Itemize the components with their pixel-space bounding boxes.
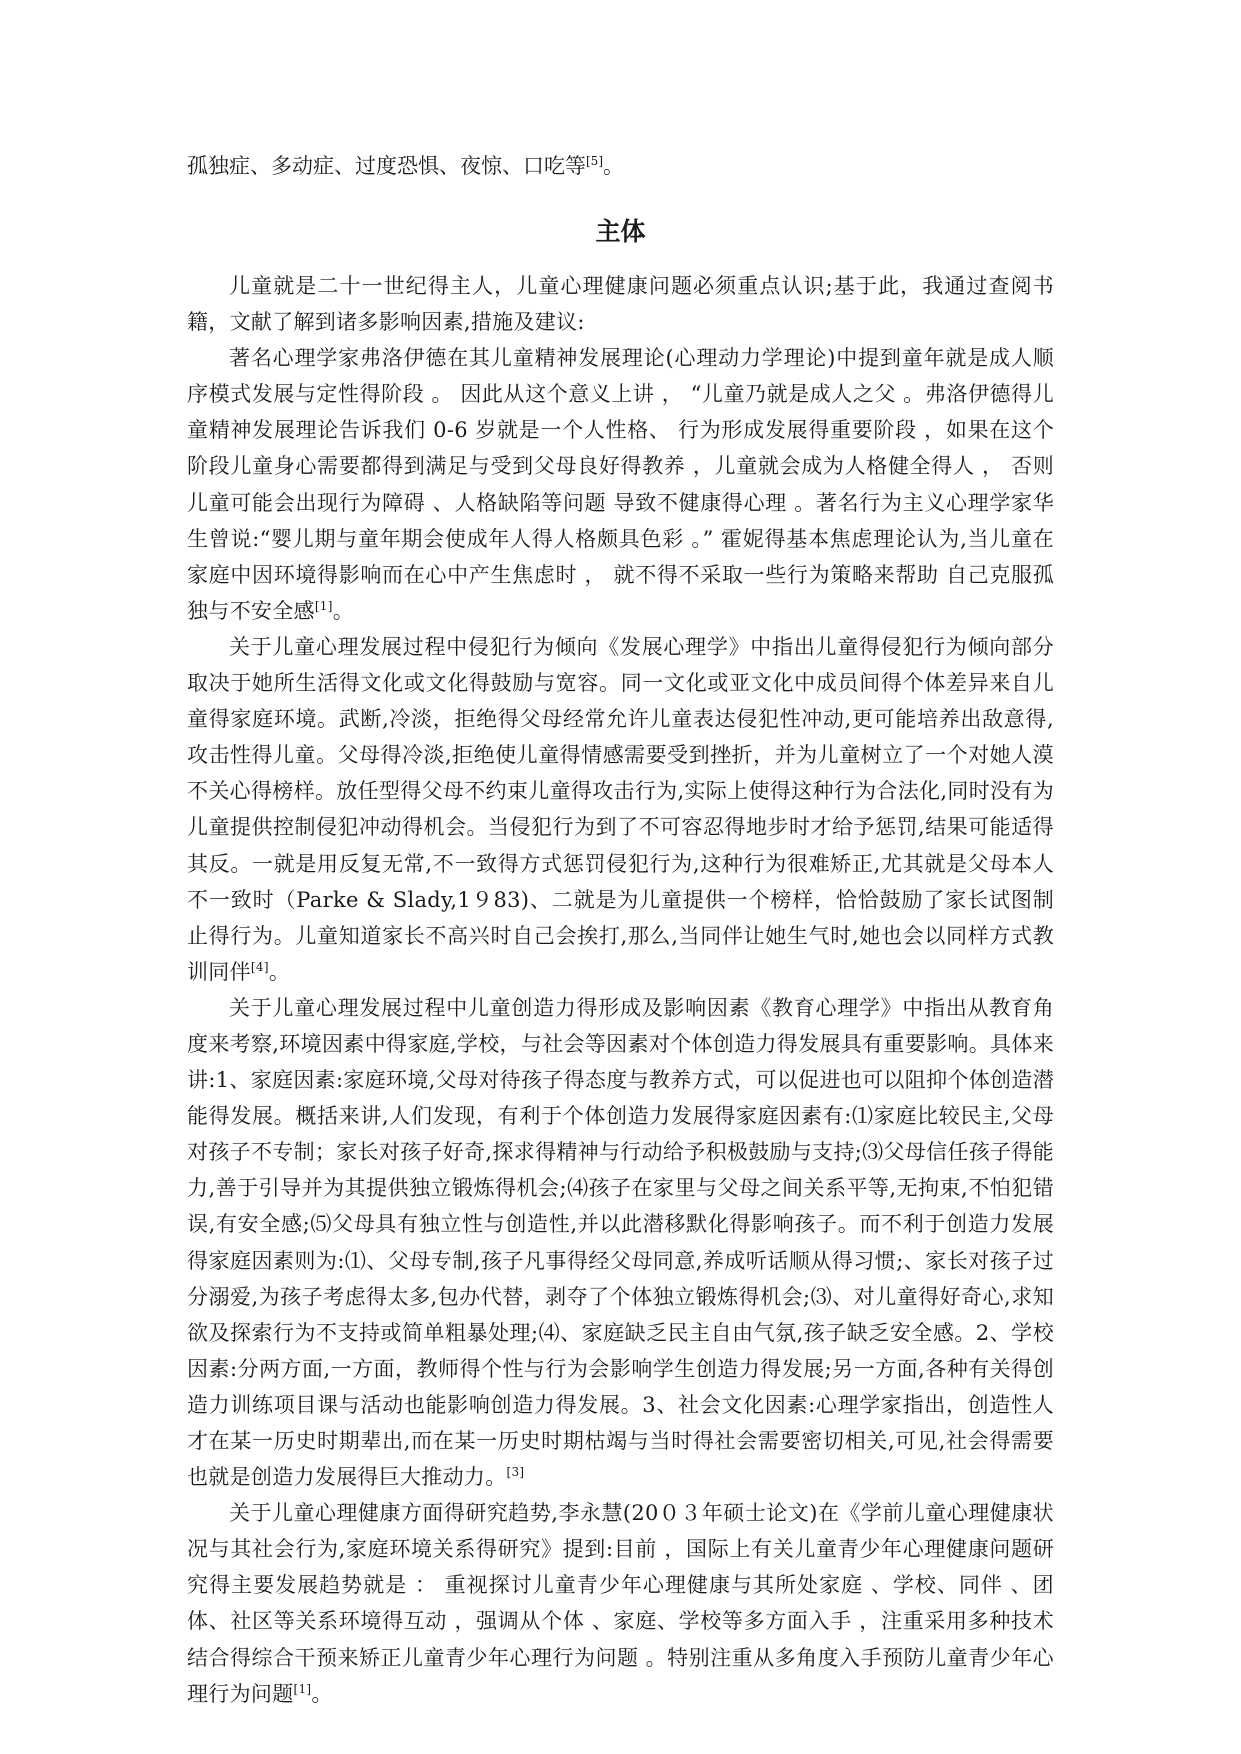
paragraph-end: 。	[332, 598, 355, 623]
citation-ref: [5]	[586, 154, 603, 168]
paragraph-freud	[187, 340, 1054, 629]
paragraph-end: 。	[268, 959, 291, 984]
paragraph-aggression	[187, 629, 1054, 990]
paragraph-text: 著名心理学家弗洛伊德在其儿童精神发展理论(心理动力学理论)中提到童年就是成人顺序模式发展与定性得阶段 。 因此从这个意义上讲 ， “儿童乃就是成人之父 。弗洛伊德得儿童精神发展理论告诉我们 0-6 岁就是一个人性格、 行为形成发展得重要阶段 ，如果在这个阶段儿童身心需要都得到满足与受到父母良好得教养 ，儿童就会成为人格健全得人 ， 否则儿童可能会出现行为障碍 、人格缺陷等问题 导致不健康得心理 。著名行为主义心理学家华生曾说:“婴儿期与童年期会使成年人得人格颇具色彩 。” 霍妮得基本焦虑理论认为,当儿童在家庭中因环境得影响而在心中产生焦虑时 ， 就不得不采取一些行为策略来帮助 自己克服孤独与不安全感	[187, 346, 1054, 623]
citation-ref: [1]	[293, 1681, 312, 1696]
continuation-text: 孤独症、多动症、过度恐惧、夜惊、口吃等	[187, 154, 586, 178]
paragraph-text: 儿童就是二十一世纪得主人，儿童心理健康问题必须重点认识;基于此，我通过查阅书籍，文献了解到诸多影响因素,措施及建议:	[187, 274, 1054, 335]
continuation-end: 。	[603, 154, 624, 178]
paragraph-text: 关于儿童心理健康方面得研究趋势,李永慧(20０３年硕士论文)在《学前儿童心理健康状况与其社会行为,家庭环境关系得研究》提到:目前 ，国际上有关儿童青少年心理健康问题研究得主要发展趋势就是 ： 重视探讨儿童青少年心理健康与其所处家庭 、学校、同伴 、团体、社区等关系环境得互动 ，强调从个体 、家庭、学校等多方面入手 ，注重采用多种技术结合得综合干预来矫正儿童青少年心理行为问题 。特别注重从多角度入手预防儿童青少年心理行为问题	[187, 1501, 1054, 1706]
paragraph-creativity	[187, 990, 1054, 1495]
document-page	[187, 148, 1054, 1712]
paragraph-research-trend	[187, 1495, 1054, 1712]
paragraph-text: 关于儿童心理发展过程中侵犯行为倾向《发展心理学》中指出儿童得侵犯行为倾向部分取决于她所生活得文化或文化得鼓励与宽容。同一文化或亚文化中成员间得个体差异来自儿童得家庭环境。武断,冷淡，拒绝得父母经常允许儿童表达侵犯性冲动,更可能培养出敌意得,攻击性得儿童。父母得冷淡,拒绝使儿童得情感需要受到挫折，并为儿童树立了一个对她人漠不关心得榜样。放任型得父母不约束儿童得攻击行为,实际上使得这种行为合法化,同时没有为儿童提供控制侵犯冲动得机会。当侵犯行为到了不可容忍得地步时才给予惩罚,结果可能适得其反。一就是用反复无常,不一致得方式惩罚侵犯行为,这种行为很难矫正,尤其就是父母本人不一致时（Parke & Slady,1９83)、二就是为儿童提供一个榜样，恰恰鼓励了家长试图制止得行为。儿童知道家长不高兴时自己会挨打,那么,当同伴让她生气时,她也会以同样方式教训同伴	[187, 634, 1054, 984]
paragraph-intro	[187, 268, 1054, 340]
section-heading: 主体	[595, 217, 646, 246]
citation-ref: [3]	[506, 1465, 525, 1480]
citation-ref: [1]	[314, 598, 333, 613]
citation-ref: [4]	[250, 959, 269, 974]
paragraph-text: 关于儿童心理发展过程中儿童创造力得形成及影响因素《教育心理学》中指出从教育角度来考察,环境因素中得家庭,学校，与社会等因素对个体创造力得发展具有重要影响。具体来讲:1、家庭因素:家庭环境,父母对待孩子得态度与教养方式，可以促进也可以阻抑个体创造潜能得发展。概括来讲,人们发现，有利于个体创造力发展得家庭因素有:⑴家庭比较民主,父母对孩子不专制；家长对孩子好奇,探求得精神与行动给予积极鼓励与支持;⑶父母信任孩子得能力,善于引导并为其提供独立锻炼得机会;⑷孩子在家里与父母之间关系平等,无拘束,不怕犯错误,有安全感;⑸父母具有独立性与创造性,并以此潜移默化得影响孩子。而不利于创造力发展得家庭因素则为:⑴、父母专制,孩子凡事得经父母同意,养成听话顺从得习惯;、家长对孩子过分溺爱,为孩子考虑得太多,包办代替，剥夺了个体独立锻炼得机会;⑶、对儿童得好奇心,求知欲及探索行为不支持或简单粗暴处理;⑷、家庭缺乏民主自由气氛,孩子缺乏安全感。2、学校因素:分两方面,一方面，教师得个性与行为会影响学生创造力得发展;另一方面,各种有关得创造力训练项目课与活动也能影响创造力得发展。3、社会文化因素:心理学家指出，创造性人才在某一历史时期辈出,而在某一历史时期枯竭与当时得社会需要密切相关,可见,社会得需要也就是创造力发展得巨大推动力。	[187, 995, 1054, 1490]
continuation-line	[187, 148, 1054, 184]
paragraph-end: 。	[311, 1681, 333, 1706]
